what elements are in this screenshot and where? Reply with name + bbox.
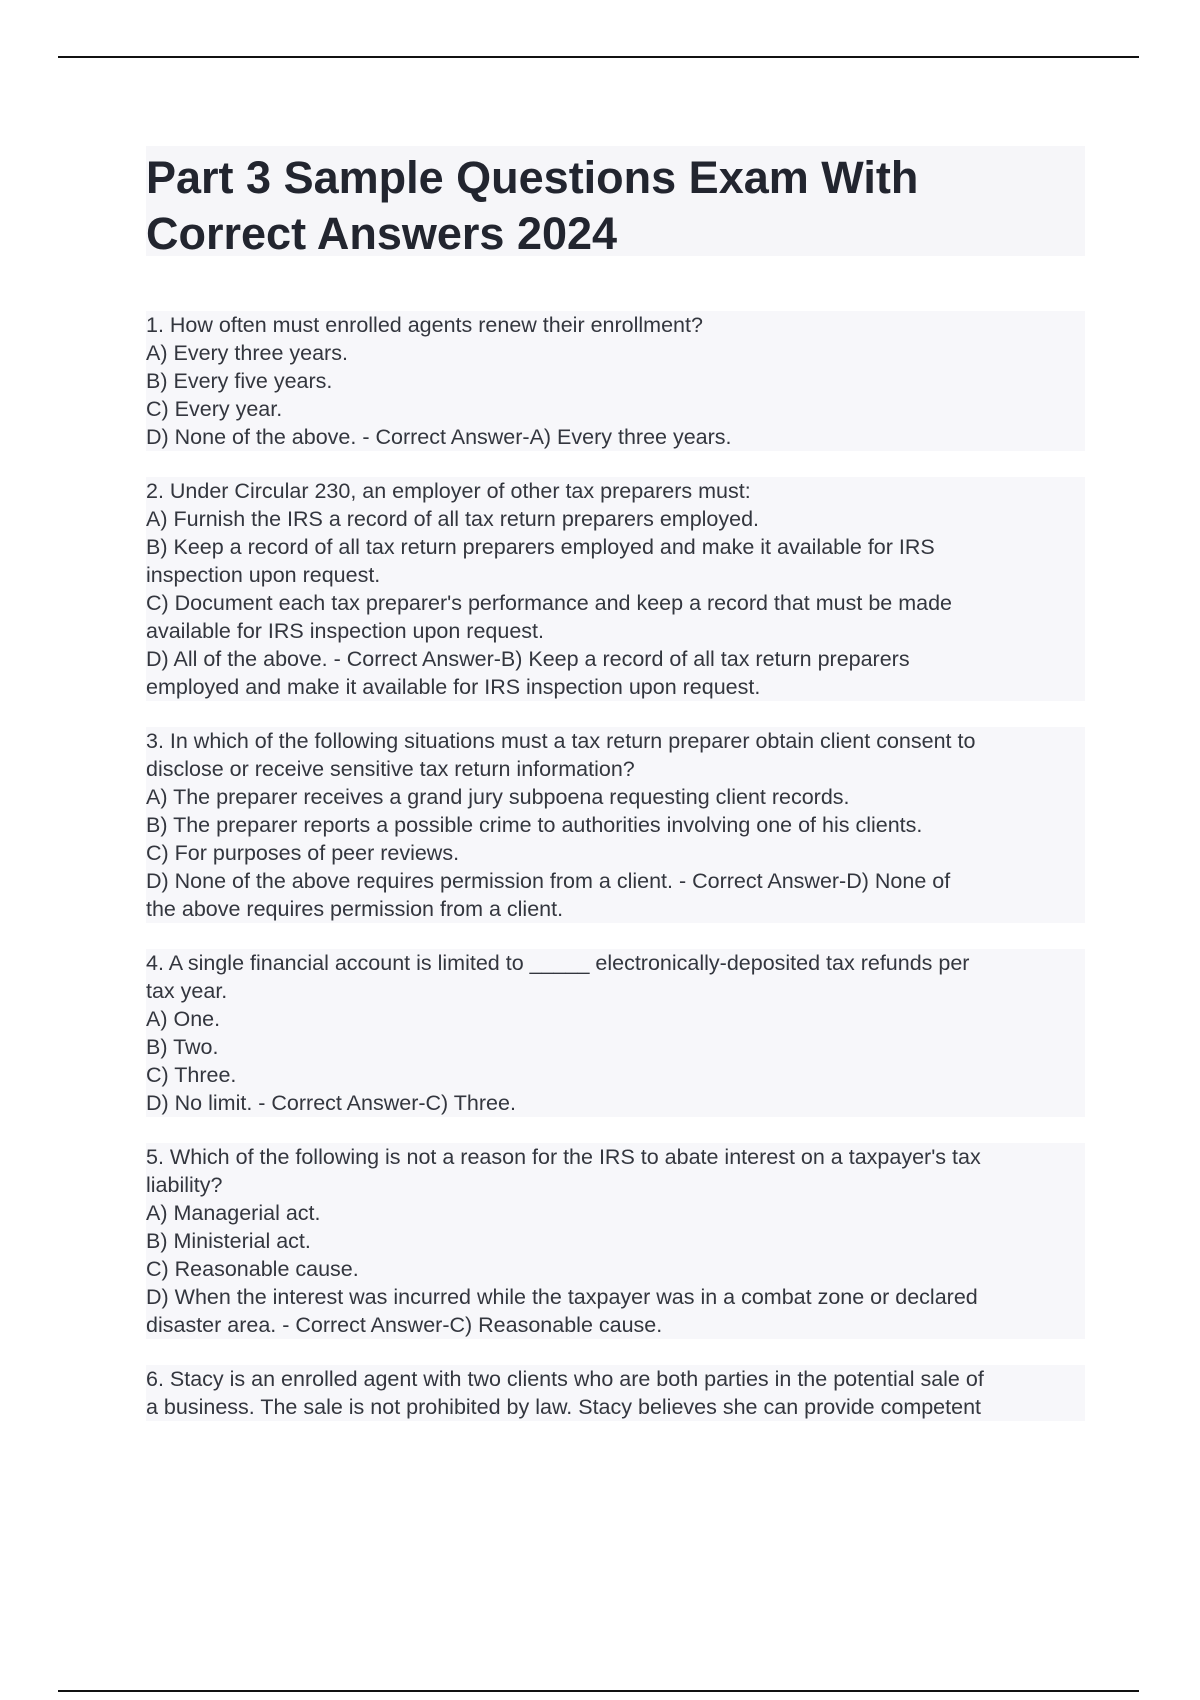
question-1: [146, 311, 1085, 451]
question-line: A) The preparer receives a grand jury subpoena requesting client records.: [146, 783, 1085, 811]
title-line: Part 3 Sample Questions Exam With: [146, 152, 919, 203]
question-line: B) Two.: [146, 1033, 1085, 1061]
question-line: D) None of the above. - Correct Answer-A) Every three years.: [146, 423, 1085, 451]
question-line: the above requires permission from a client.: [146, 895, 1085, 923]
question-line: employed and make it available for IRS inspection upon request.: [146, 673, 1085, 701]
question-line: tax year.: [146, 977, 1085, 1005]
question-line: 4. A single financial account is limited to _____ electronically-deposited tax refunds per: [146, 949, 1085, 977]
question-6: [146, 1365, 1085, 1421]
question-line: C) Every year.: [146, 395, 1085, 423]
question-line: 2. Under Circular 230, an employer of other tax preparers must:: [146, 477, 1085, 505]
question-line: B) Keep a record of all tax return preparers employed and make it available for IRS: [146, 533, 1085, 561]
question-2: [146, 477, 1085, 701]
question-line: 3. In which of the following situations must a tax return preparer obtain client consent to: [146, 727, 1085, 755]
question-line: B) Every five years.: [146, 367, 1085, 395]
title-line: Correct Answers 2024: [146, 208, 618, 259]
question-line: D) When the interest was incurred while the taxpayer was in a combat zone or declared: [146, 1283, 1085, 1311]
question-line: A) Managerial act.: [146, 1199, 1085, 1227]
question-line: D) All of the above. - Correct Answer-B) Keep a record of all tax return preparers: [146, 645, 1085, 673]
question-line: B) The preparer reports a possible crime to authorities involving one of his clients.: [146, 811, 1085, 839]
top-rule: [58, 56, 1139, 58]
question-line: disclose or receive sensitive tax return information?: [146, 755, 1085, 783]
question-line: D) No limit. - Correct Answer-C) Three.: [146, 1089, 1085, 1117]
question-line: B) Ministerial act.: [146, 1227, 1085, 1255]
question-4: [146, 949, 1085, 1117]
question-line: A) Furnish the IRS a record of all tax return preparers employed.: [146, 505, 1085, 533]
question-line: 1. How often must enrolled agents renew their enrollment?: [146, 311, 1085, 339]
question-line: A) One.: [146, 1005, 1085, 1033]
question-line: A) Every three years.: [146, 339, 1085, 367]
question-line: 5. Which of the following is not a reason for the IRS to abate interest on a taxpayer's tax: [146, 1143, 1085, 1171]
bottom-rule: [58, 1690, 1139, 1692]
question-line: inspection upon request.: [146, 561, 1085, 589]
question-line: C) Three.: [146, 1061, 1085, 1089]
question-line: a business. The sale is not prohibited by law. Stacy believes she can provide competent: [146, 1393, 1085, 1421]
question-line: C) Reasonable cause.: [146, 1255, 1085, 1283]
title-block: [146, 146, 1085, 259]
question-line: C) Document each tax preparer's performance and keep a record that must be made: [146, 589, 1085, 617]
question-line: disaster area. - Correct Answer-C) Reasonable cause.: [146, 1311, 1085, 1339]
question-3: [146, 727, 1085, 923]
questions-list: [146, 311, 1085, 1447]
page-title: [146, 146, 1085, 262]
question-5: [146, 1143, 1085, 1339]
question-line: 6. Stacy is an enrolled agent with two clients who are both parties in the potential sale of: [146, 1365, 1085, 1393]
question-line: D) None of the above requires permission from a client. - Correct Answer-D) None of: [146, 867, 1085, 895]
question-line: available for IRS inspection upon request.: [146, 617, 1085, 645]
question-line: C) For purposes of peer reviews.: [146, 839, 1085, 867]
question-line: liability?: [146, 1171, 1085, 1199]
